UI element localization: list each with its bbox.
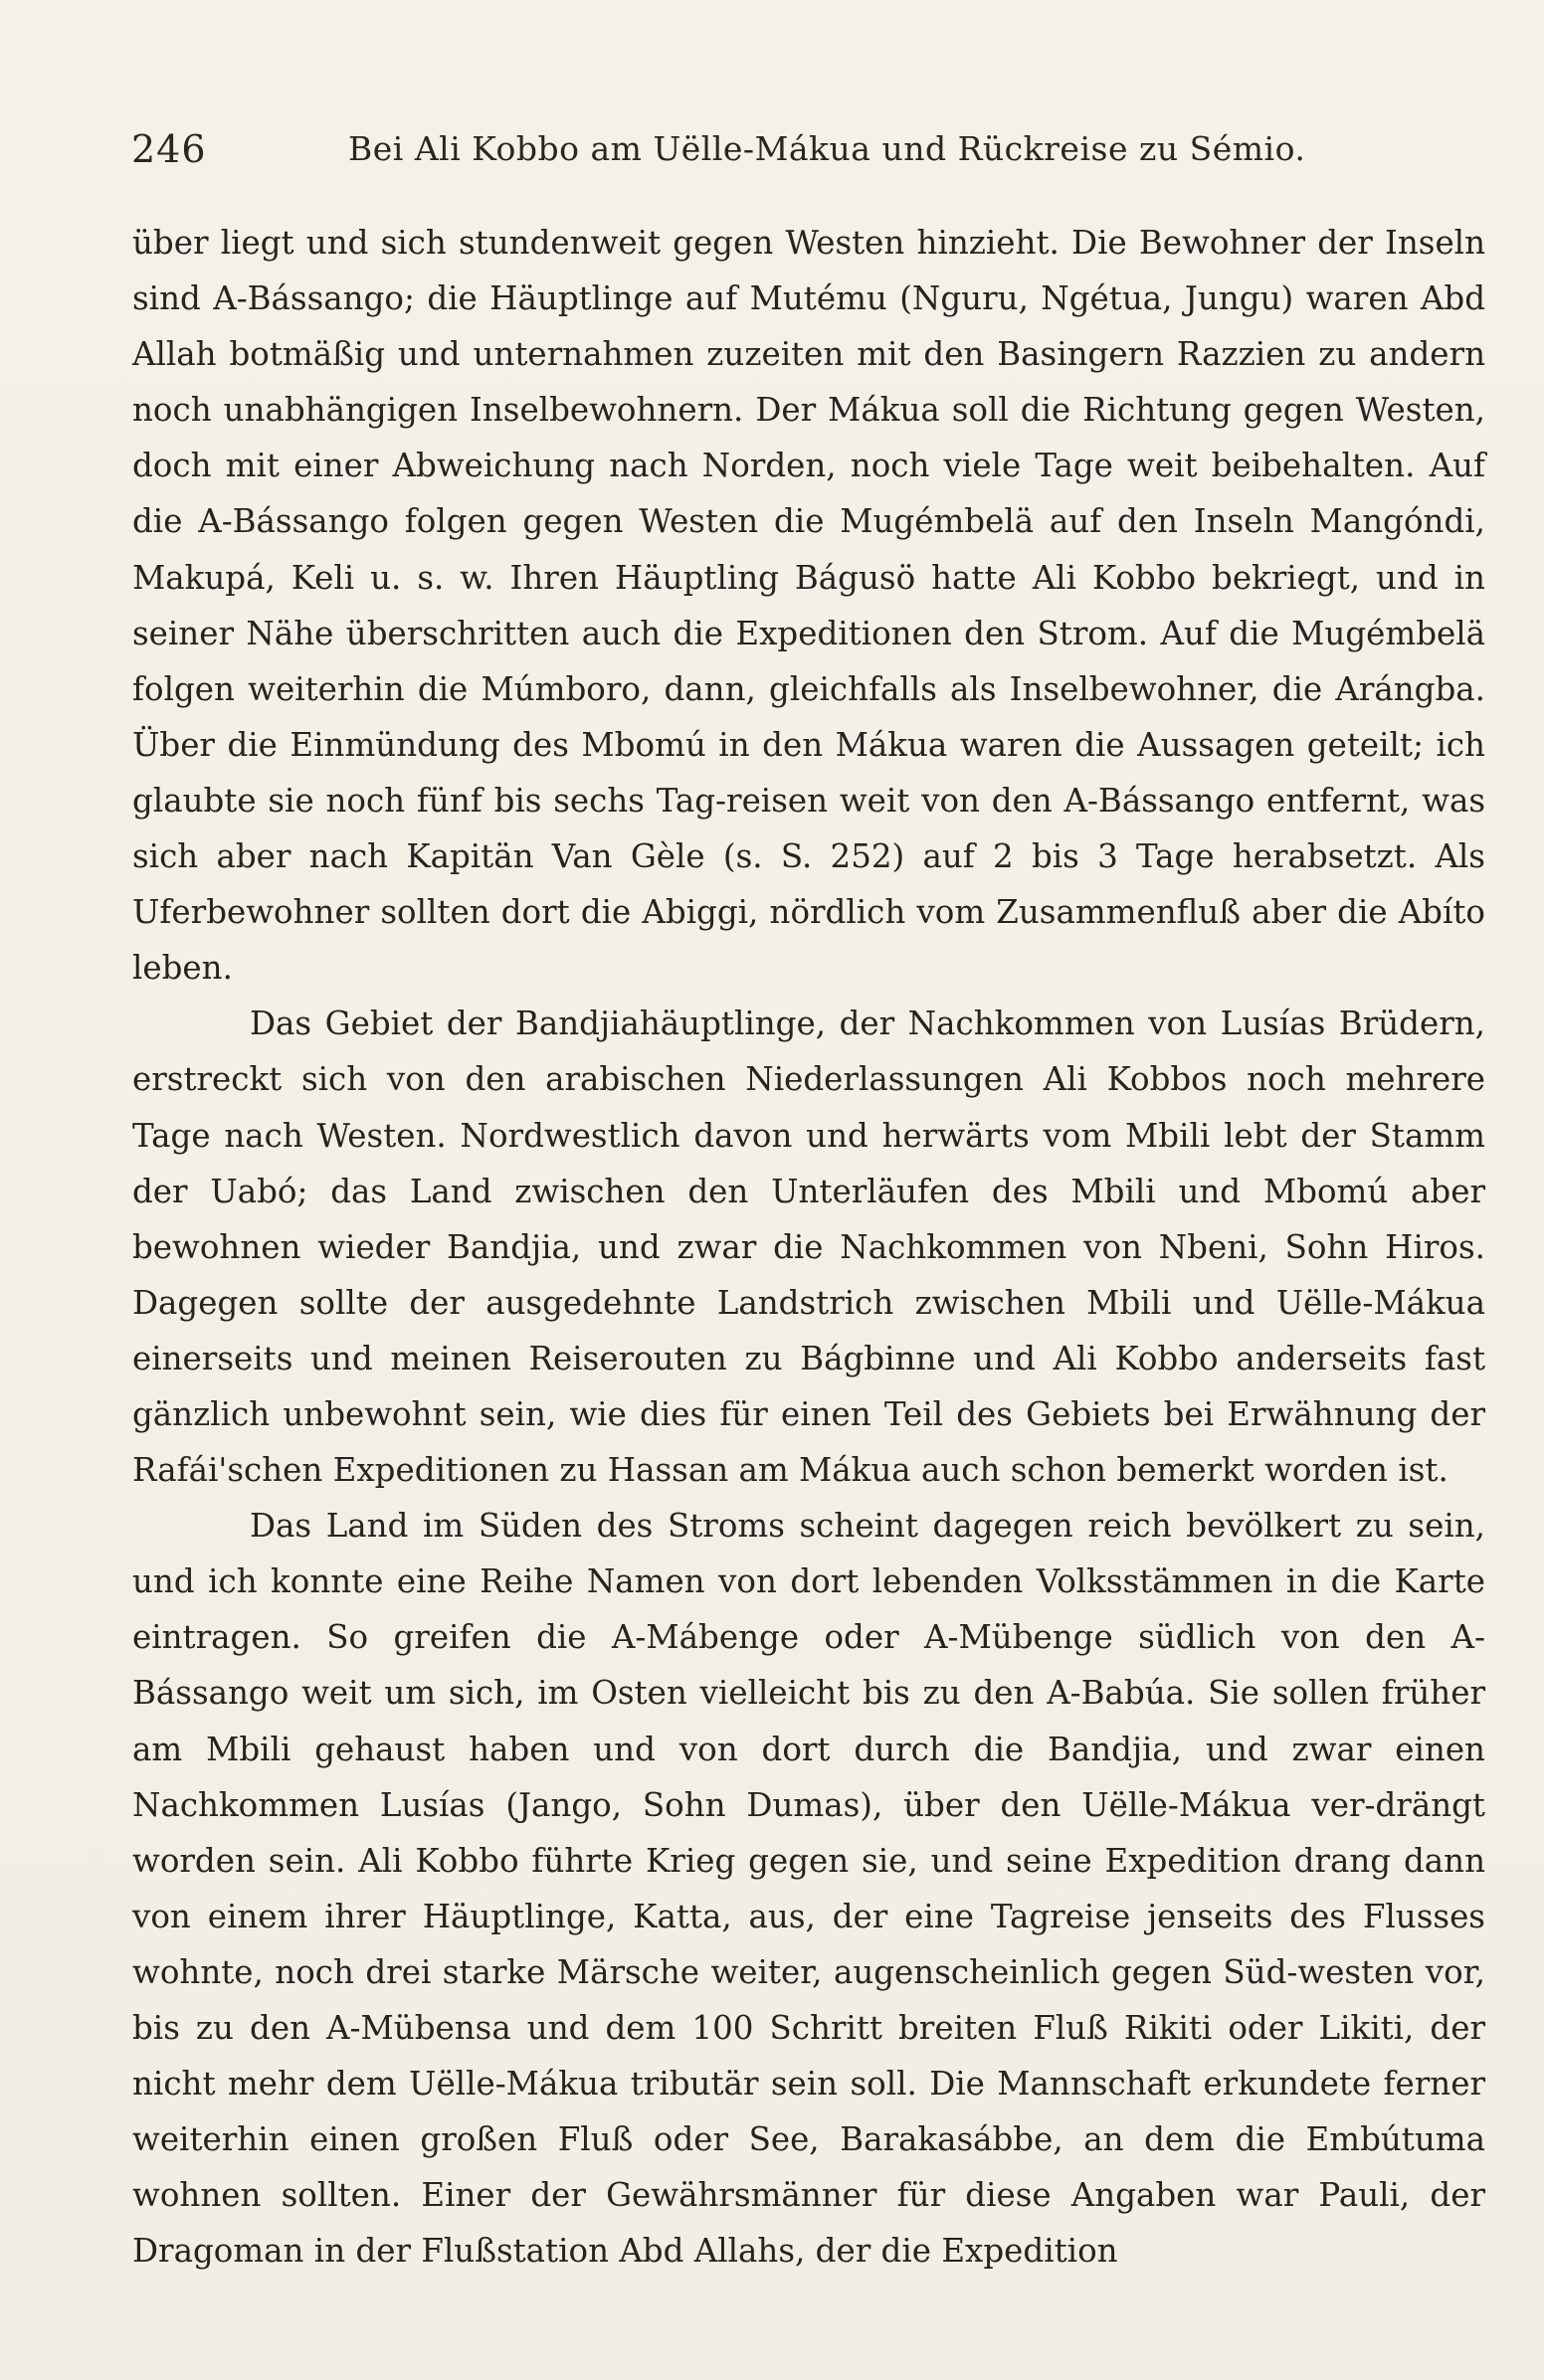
paragraph-3: Das Land im Süden des Stroms scheint dagegen reich bevölkert zu sein, und ich konnte eine Reihe Namen von dort lebenden Volksstämmen in die Karte eintragen. So greifen die A-Mábenge oder A-Mübenge südlich von den A-Bássango weit um sich, im Osten vielleicht bis zu den A-Babúa. Sie sollen früher am Mbili gehaust haben und von dort durch die Bandjia, und zwar einen Nachkommen Lusías (Jango, Sohn Dumas), über den Uëlle-Mákua ver-drängt worden sein. Ali Kobbo führte Krieg gegen sie, und seine Expedition drang dann von einem ihrer Häuptlinge, Katta, aus, der eine Tagreise jenseits des Flusses wohnte, noch drei starke Märsche weiter, augenscheinlich gegen Süd-westen vor, bis zu den A-Mübensa und dem 100 Schritt breiten Fluß Rikiti oder Likiti, der nicht mehr dem Uëlle-Mákua tributär sein soll. Die Mannschaft erkundete ferner weiterhin einen großen Fluß oder See, Barakasábbe, an dem die Embútuma wohnen sollten. Einer der Gewährsmänner für diese Angaben war Pauli, der Dragoman in der Flußstation Abd Allahs, der die Expedition (132, 1507, 1485, 2271)
running-head: Bei Ali Kobbo am Uëlle-Mákua und Rückreise zu Sémio. (348, 129, 1306, 168)
body-text (132, 215, 1485, 2279)
page-number: 246 (131, 127, 207, 171)
page-header (131, 127, 1484, 183)
paragraph-2: Das Gebiet der Bandjiahäuptlinge, der Nachkommen von Lusías Brüdern, erstreckt sich von den arabischen Niederlassungen Ali Kobbos noch mehrere Tage nach Westen. Nordwestlich davon und herwärts vom Mbili lebt der Stamm der Uabó; das Land zwischen den Unterläufen des Mbili und Mbomú aber bewohnen wieder Bandjia, und zwar die Nachkommen von Nbeni, Sohn Hiros. Dagegen sollte der ausgedehnte Landstrich zwischen Mbili und Uëlle-Mákua einerseits und meinen Reiserouten zu Bágbinne und Ali Kobbo anderseits fast gänzlich unbewohnt sein, wie dies für einen Teil des Gebiets bei Erwähnung der Rafái'schen Expeditionen zu Hassan am Mákua auch schon bemerkt worden ist. (132, 1005, 1485, 1490)
paragraph-1: über liegt und sich stundenweit gegen Westen hinzieht. Die Bewohner der Inseln sind A-Bássango; die Häuptlinge auf Mutému (Nguru, Ngétua, Jungu) waren Abd Allah botmäßig und unternahmen zuzeiten mit den Basingern Razzien zu andern noch unabhängigen Inselbewohnern. Der Mákua soll die Richtung gegen Westen, doch mit einer Abweichung nach Norden, noch viele Tage weit beibehalten. Auf die A-Bássango folgen gegen Westen die Mugémbelä auf den Inseln Mangóndi, Makupá, Keli u. s. w. Ihren Häuptling Bágusö hatte Ali Kobbo bekriegt, und in seiner Nähe überschritten auch die Expeditionen den Strom. Auf die Mugémbelä folgen weiterhin die Múmboro, dann, gleichfalls als Inselbewohner, die Arángba. Über die Einmündung des Mbomú in den Mákua waren die Aussagen geteilt; ich glaubte sie noch fünf bis sechs Tag-reisen weit von den A-Bássango entfernt, was sich aber nach Kapitän Van Gèle (s. S. 252) auf 2 bis 3 Tage herabsetzt. Als Uferbewohner sollten dort die Abiggi, nördlich vom Zusammenfluß aber die Abíto leben. (132, 224, 1485, 988)
